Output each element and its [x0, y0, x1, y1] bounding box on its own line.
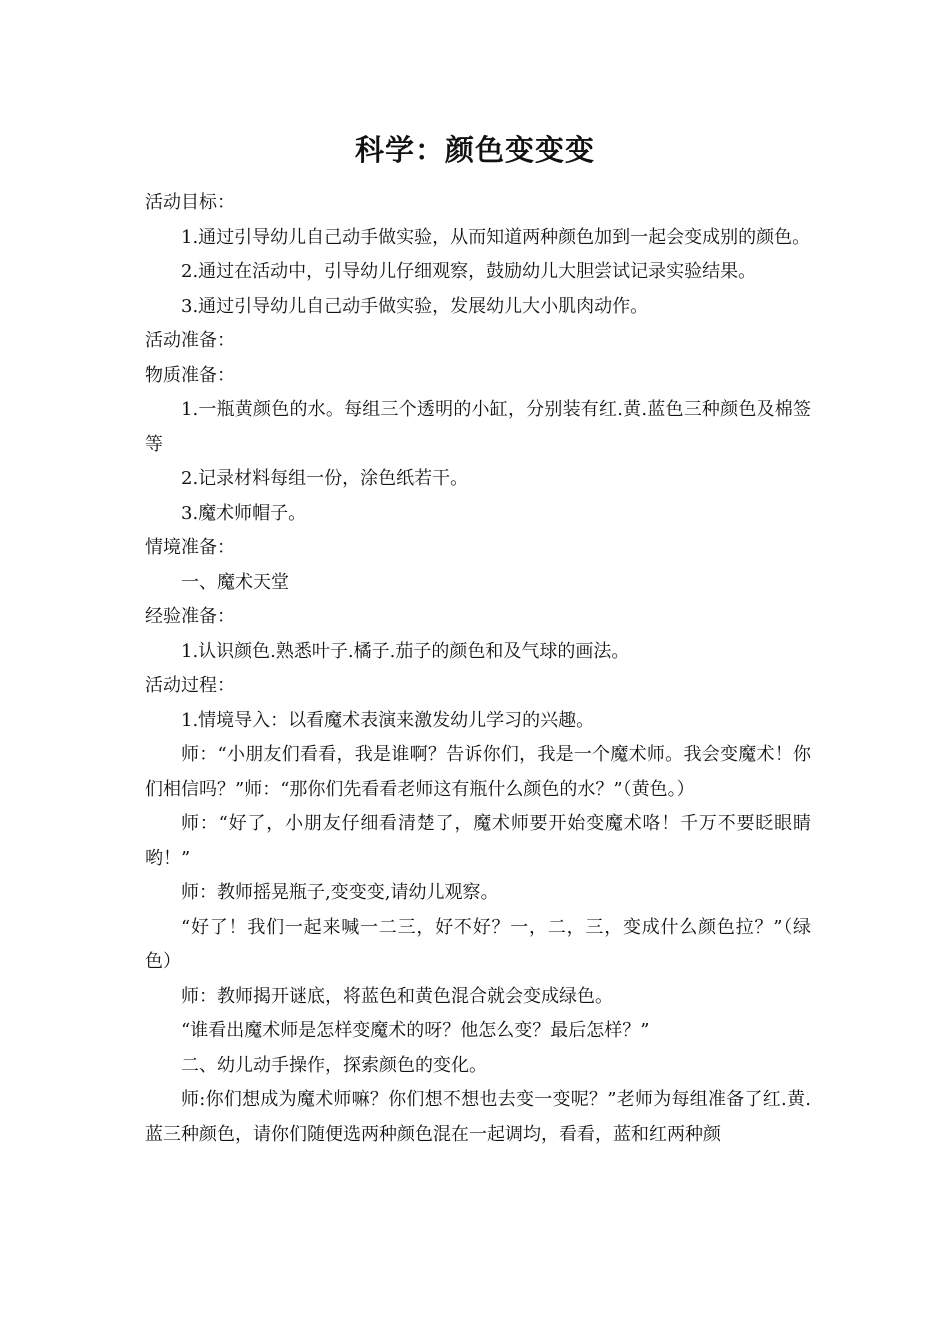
document-body: [145, 186, 811, 1152]
paragraph: 活动过程：: [145, 675, 235, 696]
paragraph: 2.通过在活动中，引导幼儿仔细观察，鼓励幼儿大胆尝试记录实验结果。: [181, 261, 757, 282]
paragraph: 师：“好了，小朋友仔细看清楚了，魔术师要开始变魔术咯！千万不要眨眼睛哟！”: [145, 813, 811, 869]
paragraph: 1.通过引导幼儿自己动手做实验，从而知道两种颜色加到一起会变成别的颜色。: [181, 226, 811, 248]
paragraph: 师：教师揭开谜底，将蓝色和黄色混合就会变成绿色。: [181, 985, 613, 1007]
paragraph: “好了！我们一起来喊一二三，好不好？一，二，三，变成什么颜色拉？”（绿色）: [145, 916, 811, 972]
paragraph: 1.一瓶黄颜色的水。每组三个透明的小缸，分别装有红.黄.蓝色三种颜色及棉签等: [145, 399, 811, 455]
paragraph: 物质准备：: [145, 364, 235, 386]
paragraph: 师：“小朋友们看看，我是谁啊？告诉你们，我是一个魔术师。我会变魔术！你们相信吗？”师：“那你们先看看老师这有瓶什么颜色的水？”（黄色。）: [145, 744, 811, 800]
paragraph: 活动准备：: [145, 330, 235, 351]
paragraph: 3.魔术师帽子。: [181, 502, 307, 524]
paragraph: 3.通过引导幼儿自己动手做实验，发展幼儿大小肌肉动作。: [181, 295, 649, 317]
paragraph: 1.认识颜色.熟悉叶子.橘子.茄子的颜色和及气球的画法。: [181, 640, 630, 662]
document-title: 科学：颜色变变变: [354, 133, 595, 167]
paragraph: 2.记录材料每组一份，涂色纸若干。: [181, 468, 469, 489]
paragraph: 1.情境导入：以看魔术表演来激发幼儿学习的兴趣。: [181, 709, 595, 731]
paragraph: 情境准备：: [145, 537, 235, 558]
paragraph: 师:你们想成为魔术师嘛？你们想不想也去变一变呢？”老师为每组准备了红.黄.蓝三种颜色，请你们随便选两种颜色混在一起调均，看看，蓝和红两种颜: [145, 1089, 811, 1145]
paragraph: 一、魔术天堂: [181, 571, 289, 593]
paragraph: 活动目标：: [145, 192, 235, 213]
paragraph: 经验准备：: [145, 606, 235, 627]
paragraph: 二、幼儿动手操作，探索颜色的变化。: [181, 1054, 487, 1076]
paragraph: 师：教师摇晃瓶子,变变变,请幼儿观察。: [181, 882, 499, 903]
paragraph: “谁看出魔术师是怎样变魔术的呀？他怎么变？最后怎样？”: [181, 1020, 650, 1041]
